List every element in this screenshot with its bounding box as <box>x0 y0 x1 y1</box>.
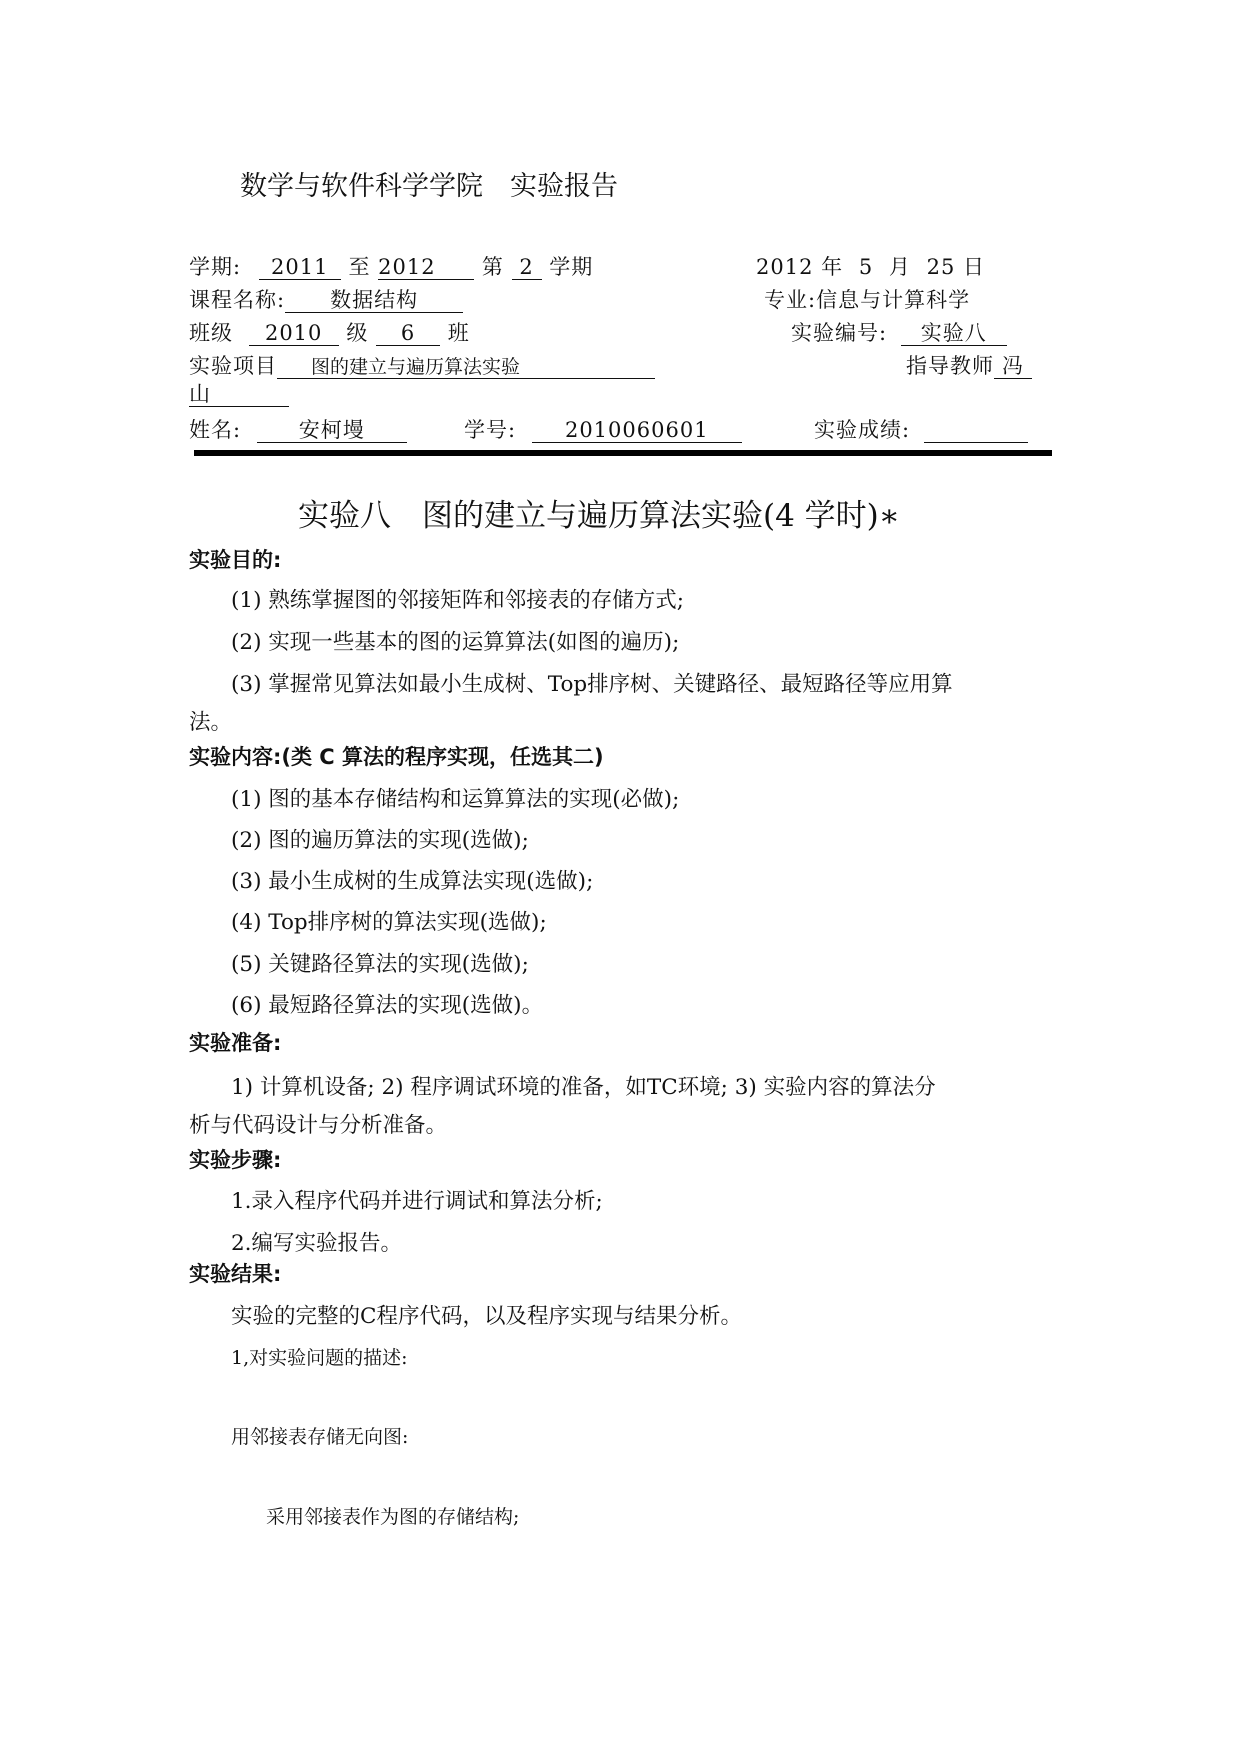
date-year: 2012 <box>756 255 814 279</box>
result-line: 1,对实验问题的描述: <box>231 1347 408 1369</box>
prep-line: 1) 计算机设备; 2) 程序调试环境的准备，如TC环境; 3) 实验内容的算法分 <box>231 1075 936 1100</box>
class-label: 班级 <box>189 321 233 345</box>
project-label: 实验项目 <box>189 354 277 378</box>
purpose-item: (1) 熟练掌握图的邻接矩阵和邻接表的存储方式; <box>231 588 685 613</box>
steps-item: 2.编写实验报告。 <box>231 1231 403 1256</box>
header-divider <box>194 450 1052 456</box>
date-month-label: 月 <box>888 255 911 279</box>
score-label: 实验成绩: <box>814 418 911 442</box>
term-suffix-label: 学期 <box>549 255 594 279</box>
exp-no-value: 实验八 <box>901 322 1007 346</box>
exp-no-row <box>791 317 1007 347</box>
teacher-label: 指导教师 <box>906 354 994 378</box>
content-item: (5) 关键路径算法的实现(选做); <box>231 952 529 977</box>
class-no-value: 6 <box>376 322 440 346</box>
term-start-value: 2011 <box>259 256 341 280</box>
date-day-label: 日 <box>963 255 985 279</box>
student-id-label: 学号: <box>464 418 517 442</box>
major-value: 信息与计算科学 <box>816 288 971 312</box>
project-value: 图的建立与遍历算法实验 <box>277 357 655 379</box>
prep-line: 析与代码设计与分析准备。 <box>189 1113 448 1138</box>
purpose-item: (2) 实现一些基本的图的运算算法(如图的遍历); <box>231 630 680 655</box>
name-value: 安柯墁 <box>257 419 407 443</box>
purpose-item-continuation: 法。 <box>189 710 233 735</box>
term-row <box>189 251 593 281</box>
class-row <box>189 317 470 347</box>
experiment-title: 实验八 图的建立与遍历算法实验(4 学时)∗ <box>298 498 900 534</box>
teacher-value-first: 冯 <box>994 355 1032 379</box>
college-title: 数学与软件科学学院 实验报告 <box>240 171 618 202</box>
content-item: (3) 最小生成树的生成算法实现(选做); <box>231 869 594 894</box>
purpose-item: (3) 掌握常见算法如最小生成树、Top排序树、关键路径、最短路径等应用算 <box>231 672 953 697</box>
result-heading: 实验结果: <box>189 1262 282 1286</box>
teacher-continuation <box>189 382 289 407</box>
date-day: 25 <box>926 255 956 279</box>
prep-heading: 实验准备: <box>189 1031 282 1055</box>
course-label: 课程名称: <box>189 288 286 312</box>
score-value-blank <box>924 419 1028 443</box>
class-year-value: 2010 <box>249 322 339 346</box>
result-line: 采用邻接表作为图的存储结构; <box>266 1506 520 1528</box>
name-row <box>189 414 407 444</box>
term-end-value: 2012 <box>378 256 474 280</box>
date-year-label: 年 <box>821 255 844 279</box>
steps-item: 1.录入程序代码并进行调试和算法分析; <box>231 1189 603 1214</box>
term-label: 学期: <box>189 255 242 279</box>
term-no-value: 2 <box>512 256 542 280</box>
result-line: 实验的完整的C程序代码，以及程序实现与结果分析。 <box>231 1304 742 1329</box>
major-label: 专业: <box>764 288 817 312</box>
purpose-heading: 实验目的: <box>189 548 282 572</box>
teacher-row <box>906 350 1032 380</box>
term-no-label: 第 <box>481 255 504 279</box>
student-id-value: 2010060601 <box>532 419 742 443</box>
result-line: 用邻接表存储无向图: <box>231 1426 409 1448</box>
content-item: (2) 图的遍历算法的实现(选做); <box>231 828 529 853</box>
major-row <box>764 284 970 314</box>
content-item: (4) Top排序树的算法实现(选做); <box>231 910 547 935</box>
date-row <box>756 251 985 281</box>
name-label: 姓名: <box>189 418 242 442</box>
content-heading: 实验内容:(类 C 算法的程序实现，任选其二) <box>189 745 604 769</box>
content-item: (6) 最短路径算法的实现(选做)。 <box>231 993 544 1018</box>
student-id-row <box>464 414 742 444</box>
course-value: 数据结构 <box>285 289 463 313</box>
content-item: (1) 图的基本存储结构和运算算法的实现(必做); <box>231 787 680 812</box>
date-month: 5 <box>858 255 874 279</box>
exp-no-label: 实验编号: <box>791 321 888 345</box>
class-grade-label: 级 <box>346 321 369 345</box>
project-row <box>189 350 655 380</box>
course-row <box>189 284 463 314</box>
teacher-value-second: 山 <box>189 383 289 407</box>
steps-heading: 实验步骤: <box>189 1148 282 1172</box>
class-suffix-label: 班 <box>447 321 470 345</box>
score-row <box>814 414 1028 444</box>
term-to-label: 至 <box>348 255 371 279</box>
